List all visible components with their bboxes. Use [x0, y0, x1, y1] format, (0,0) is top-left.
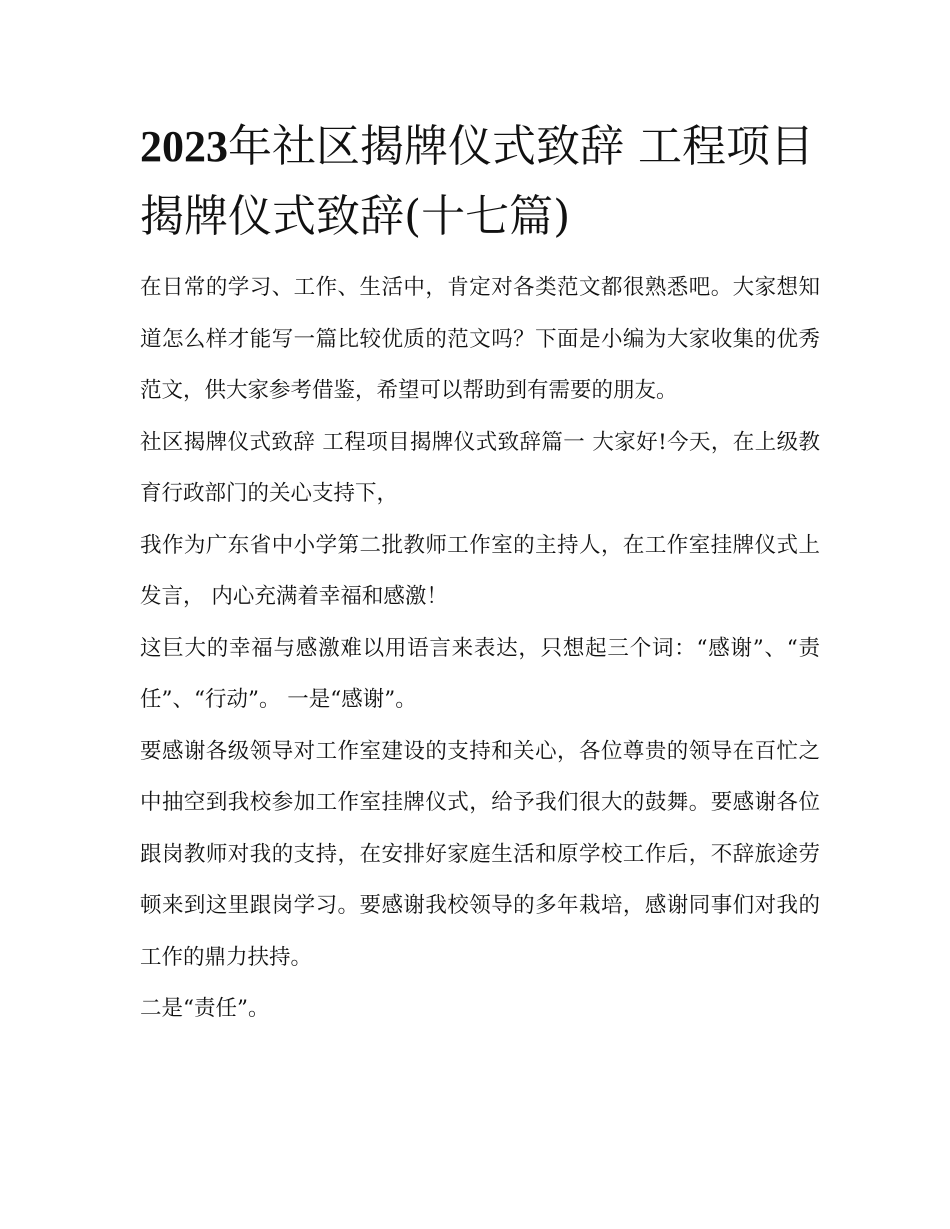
paragraph-host: 我作为广东省中小学第二批教师工作室的主持人，在工作室挂牌仪式上发言， 内心充满着幸福和感激！ — [140, 532, 820, 609]
paragraph-responsibility: 二是“责任”。 — [140, 996, 270, 1021]
title-text: 年社区揭牌仪式致辞 工程项目揭牌仪式致辞(十七篇) — [140, 121, 814, 242]
title-year: 2023 — [140, 122, 228, 171]
paragraph-intro: 在日常的学习、工作、生活中，肯定对各类范文都很熟悉吧。大家想知道怎么样才能写一篇比较优质的范文吗？下面是小编为大家收集的优秀范文，供大家参考借鉴，希望可以帮助到有需要的朋友。 — [140, 275, 820, 403]
paragraph-greeting: 社区揭牌仪式致辞 工程项目揭牌仪式致辞篇一 大家好!今天，在上级教育行政部门的关心支持下， — [140, 429, 820, 506]
paragraph-three-words: 这巨大的幸福与感激难以用语言来表达，只想起三个词：“感谢”、“责任”、“行动”。 一是“感谢”。 — [140, 635, 820, 712]
document-page — [140, 112, 820, 1035]
paragraph-thanks: 要感谢各级领导对工作室建设的支持和关心，各位尊贵的领导在百忙之中抽空到我校参加工作室挂牌仪式，给予我们很大的鼓舞。要感谢各位跟岗教师对我的支持，在安排好家庭生活和原学校工作后，不辞旅途劳顿来到这里跟岗学习。要感谢我校领导的多年栽培，感谢同事们对我的工作的鼎力扶持。 — [140, 738, 820, 970]
document-title — [140, 112, 820, 252]
